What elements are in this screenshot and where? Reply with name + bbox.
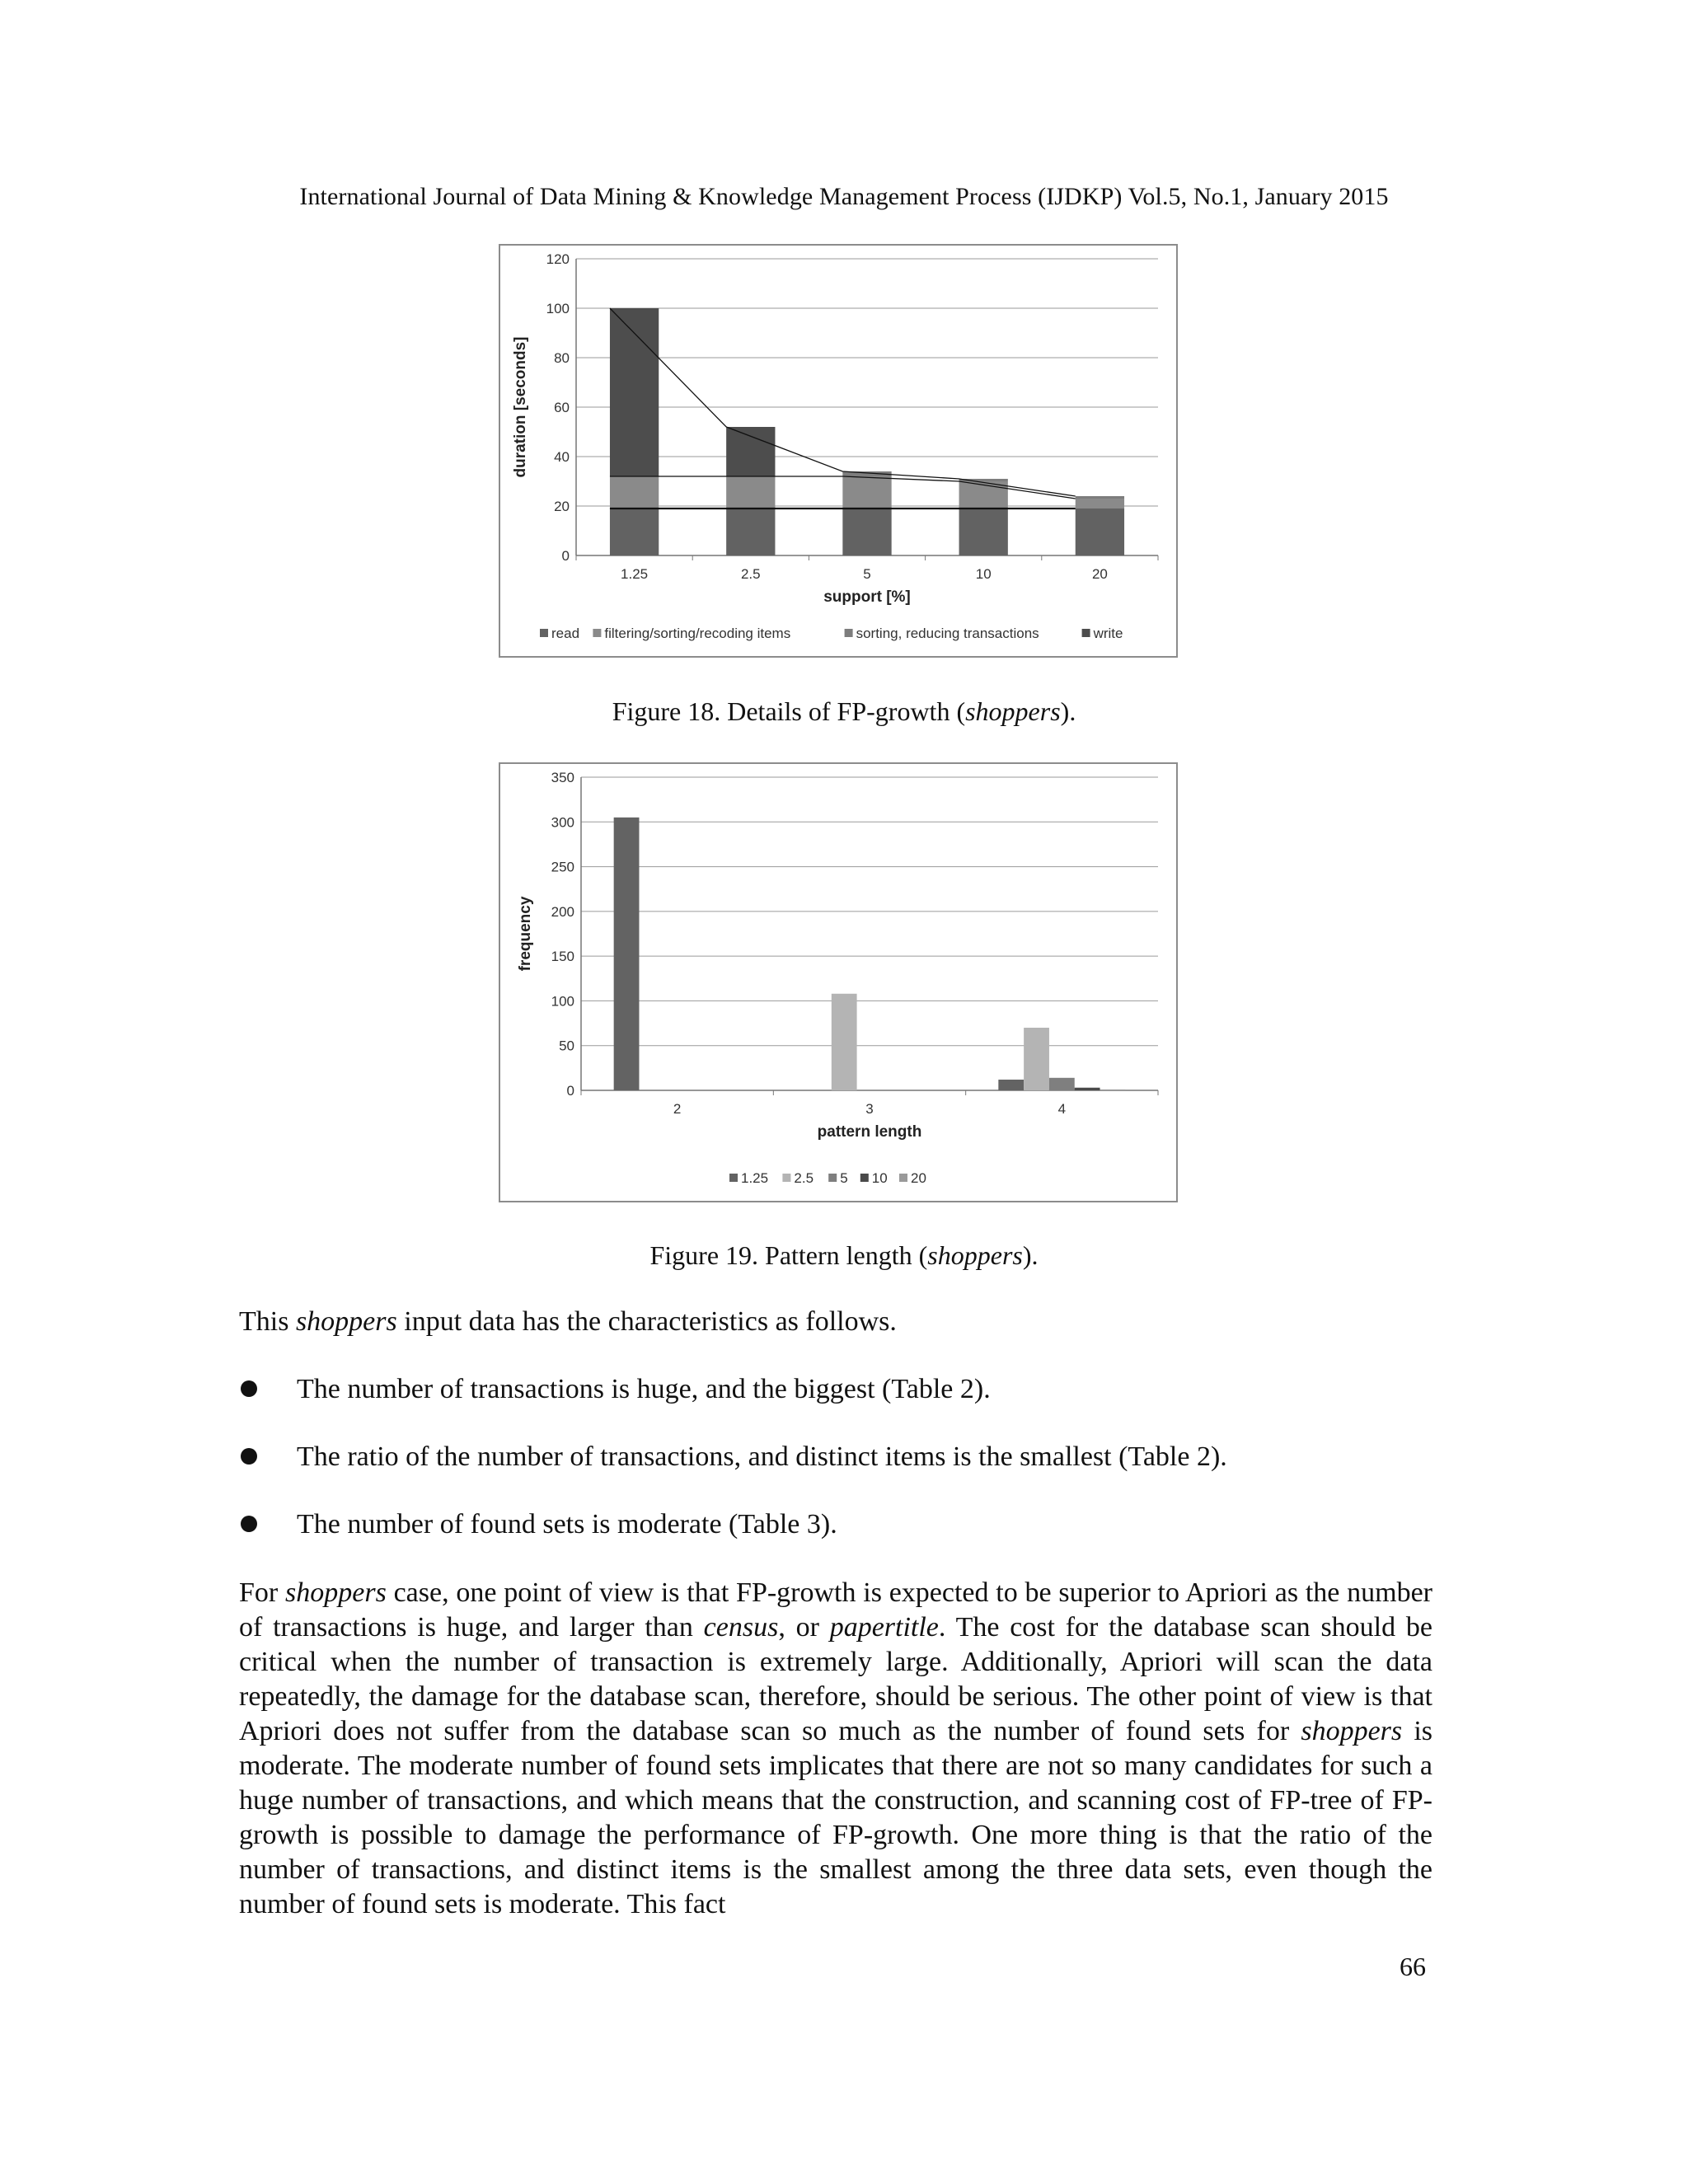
y-tick-label: 40 <box>554 449 570 465</box>
y-tick-label: 100 <box>551 993 574 1010</box>
x-tick-label: 2.5 <box>740 566 761 582</box>
x-tick-label: 1.25 <box>621 566 649 582</box>
y-tick-label: 150 <box>551 949 574 965</box>
characteristics-list <box>239 1372 1432 1575</box>
list-item <box>239 1372 1432 1440</box>
y-tick-label: 100 <box>546 301 570 316</box>
legend-label: read <box>551 626 580 641</box>
para-text: is moderate. The moderate number of found sets implicates that there are not so many candidates for such a huge number of transactions, and which means that the construction, and scanning cost of FP-tree of FP-growth is possible to damage the performance of FP-growth. One more thing is that the ratio of the number of transactions, and distinct items is the smallest among the three data sets, even though the number of found sets is moderate. This fact <box>239 1716 1432 1919</box>
bar-segment <box>842 509 891 555</box>
caption-text: ). <box>1022 1240 1039 1270</box>
legend-label: 20 <box>911 1170 926 1186</box>
caption-text: Figure 18. Details of FP-growth ( <box>612 696 966 726</box>
para-italic: shoppers <box>285 1577 387 1608</box>
list-item-text: The number of found sets is moderate (Table 3). <box>297 1509 837 1540</box>
y-tick-label: 350 <box>551 770 574 785</box>
legend-swatch <box>899 1174 907 1182</box>
caption-italic: shoppers <box>927 1240 1023 1270</box>
para-text: For <box>239 1577 286 1608</box>
intro-text: input data has the characteristics as follows. <box>396 1306 897 1337</box>
x-tick-label: 4 <box>1057 1101 1067 1117</box>
bullet-icon <box>241 1380 257 1397</box>
bar-segment <box>1076 499 1124 509</box>
list-item-text: The number of transactions is huge, and the biggest (Table 2). <box>297 1374 991 1404</box>
bar-segment <box>842 476 891 509</box>
x-axis-title: support [%] <box>823 588 911 606</box>
legend-swatch <box>828 1174 837 1182</box>
bar-chart-pattern-length <box>500 764 1176 1201</box>
series-line-total <box>610 308 1076 496</box>
body-paragraph <box>239 1576 1432 1922</box>
stacked-bar-chart-duration <box>500 246 1176 656</box>
bullet-icon <box>241 1448 257 1465</box>
y-axis-title: duration [seconds] <box>512 336 529 478</box>
para-text: , or <box>778 1612 830 1643</box>
bar-segment <box>610 509 659 555</box>
bar-segment <box>1076 509 1124 555</box>
y-tick-label: 200 <box>551 903 574 920</box>
legend-label: sorting, reducing transactions <box>856 626 1039 641</box>
para-text: case, one point of view is that FP-growth is expected to be superior to Apriori as the number of transactions is huge, and larger than <box>239 1577 1433 1643</box>
y-tick-label: 20 <box>554 499 570 514</box>
figure-19-chart <box>499 762 1178 1202</box>
list-item-text: The ratio of the number of transactions, and distinct items is the smallest (Table 2). <box>297 1441 1227 1472</box>
x-tick-label: 2 <box>673 1101 682 1117</box>
legend-label: 1.25 <box>741 1170 769 1186</box>
y-tick-label: 50 <box>559 1038 574 1054</box>
y-tick-label: 0 <box>566 1083 574 1099</box>
y-tick-label: 120 <box>546 251 570 267</box>
y-axis-title: frequency <box>517 896 534 972</box>
x-tick-label: 5 <box>863 566 871 582</box>
para-italic: papertitle <box>829 1612 939 1643</box>
x-tick-label: 10 <box>975 566 992 582</box>
legend-label: 2.5 <box>794 1170 814 1186</box>
bullet-icon <box>241 1516 257 1532</box>
list-item <box>239 1507 1432 1575</box>
y-tick-label: 250 <box>551 859 574 875</box>
legend-swatch <box>782 1174 790 1182</box>
legend-swatch <box>729 1174 738 1182</box>
bar <box>1049 1078 1075 1090</box>
bar <box>1024 1028 1049 1090</box>
running-header: International Journal of Data Mining & Knowledge Management Process (IJDKP) Vol.5, No.1, January 2015 <box>299 183 1389 210</box>
bar <box>614 818 640 1090</box>
legend-swatch <box>1082 629 1090 637</box>
y-tick-label: 0 <box>561 548 570 564</box>
bar <box>998 1080 1024 1090</box>
para-italic: census <box>703 1612 779 1643</box>
bar <box>832 994 857 1090</box>
legend-swatch <box>845 629 853 637</box>
y-tick-label: 80 <box>554 350 570 366</box>
intro-text: This <box>239 1306 296 1337</box>
list-item <box>239 1440 1432 1507</box>
caption-italic: shoppers <box>965 696 1061 726</box>
caption-text: ). <box>1060 696 1076 726</box>
legend-label: write <box>1093 626 1123 641</box>
intro-sentence <box>239 1305 1432 1339</box>
x-tick-label: 3 <box>865 1101 874 1117</box>
figure-19-caption <box>0 1240 1688 1271</box>
figure-18-caption <box>0 696 1688 727</box>
x-axis-title: pattern length <box>817 1123 922 1141</box>
legend-swatch <box>860 1174 869 1182</box>
page-number: 66 <box>1400 1952 1426 1981</box>
legend-label: filtering/sorting/recoding items <box>604 626 791 641</box>
bar-segment <box>610 476 659 509</box>
legend-label: 5 <box>840 1170 848 1186</box>
para-italic: shoppers <box>1301 1716 1403 1746</box>
figure-18-chart <box>499 244 1178 658</box>
y-tick-label: 300 <box>551 814 574 831</box>
legend-swatch <box>540 629 548 637</box>
bar-segment <box>726 427 775 476</box>
x-tick-label: 20 <box>1091 566 1108 582</box>
intro-italic: shoppers <box>295 1306 397 1337</box>
bar-segment <box>726 476 775 509</box>
bar-segment <box>1076 496 1124 499</box>
caption-text: Figure 19. Pattern length ( <box>649 1240 928 1270</box>
bar-segment <box>726 509 775 555</box>
bar <box>1075 1088 1100 1090</box>
legend-label: 10 <box>871 1170 888 1186</box>
y-tick-label: 60 <box>554 400 570 415</box>
legend-swatch <box>593 629 601 637</box>
para-text: . The cost for the database scan should be critical when the number of transaction is extremely large. Additionally, Apriori will scan the data repeatedly, the damage for the database scan, therefore, should be serious. The other point of view is that Apriori does not suffer from the database scan so much as the number of found sets for <box>239 1612 1432 1746</box>
bar-segment <box>959 509 1008 555</box>
